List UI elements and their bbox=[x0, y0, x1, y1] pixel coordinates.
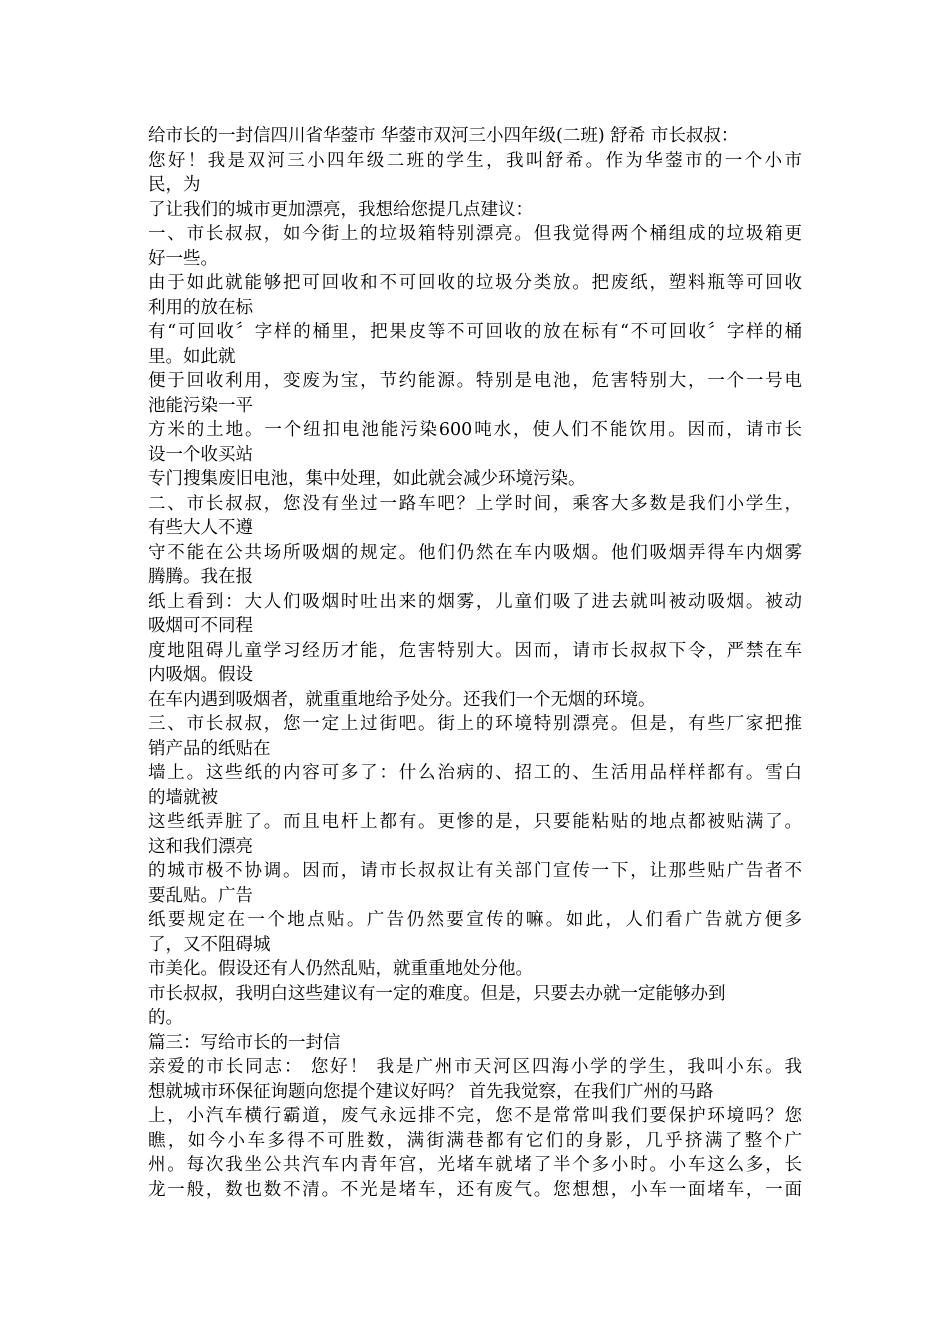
text-line: 市长叔叔，我明白这些建议有一定的难度。但是，只要去办就一定能够办到 bbox=[148, 983, 726, 1004]
text-line: 里。如此就 bbox=[148, 346, 236, 367]
text-line: 专门搜集废旧电池，集中处理，如此就会减少环境污染。 bbox=[148, 469, 586, 489]
text-line: 了，又不阻碍城 bbox=[148, 934, 271, 955]
text-line: 民，为 bbox=[148, 175, 201, 195]
text-line: 好一些。 bbox=[148, 248, 218, 269]
text-line: 有些大人不遵 bbox=[148, 518, 253, 538]
text-line: 销产品的纸贴在 bbox=[148, 738, 271, 759]
text-line: 内吸烟。假设 bbox=[148, 665, 253, 685]
text-line: 便于回收利用，变废为宝，节约能源。特别是电池，危害特别大，一个一号电 bbox=[148, 371, 802, 391]
text-line: 利用的放在标 bbox=[148, 297, 253, 318]
text-line: 由于如此就能够把可回收和不可回收的垃圾分类放。把废纸，塑料瓶等可回收 bbox=[148, 273, 802, 293]
document-body bbox=[148, 124, 802, 1202]
text-line: 纸上看到：大人们吸烟时吐出来的烟雾，儿童们吸了进去就叫被动吸烟。被动 bbox=[148, 591, 802, 612]
text-line: 这和我们漂亮 bbox=[148, 836, 253, 857]
text-line: 在车内遇到吸烟者，就重重地给予处分。还我们一个无烟的环境。 bbox=[148, 689, 656, 710]
text-line: 了让我们的城市更加漂亮，我想给您提几点建议： bbox=[148, 199, 533, 220]
text-line: 的。 bbox=[148, 1008, 183, 1028]
text-line: 市美化。假设还有人仍然乱贴，就重重地处分他。 bbox=[148, 959, 533, 979]
text-line: 龙一般，数也数不清。不光是堵车，还有废气。您想想，小车一面堵车，一面 bbox=[148, 1179, 802, 1200]
text-line: 池能污染一平 bbox=[148, 395, 253, 416]
text-line: 二、市长叔叔，您没有坐过一路车吧？上学时间，乘客大多数是我们小学生， bbox=[148, 493, 802, 514]
text-line: 这些纸弄脏了。而且电杆上都有。更惨的是，只要能粘贴的地点都被贴满了。 bbox=[148, 812, 802, 832]
text-line: 瞧，如今小车多得不可胜数，满街满巷都有它们的身影，几乎挤满了整个广 bbox=[148, 1130, 802, 1151]
text-line: 给市长的一封信四川省华蓥市 华蓥市双河三小四年级(二班) 舒希 市长叔叔： bbox=[148, 126, 739, 146]
text-line: 三、市长叔叔，您一定上过街吧。街上的环境特别漂亮。但是，有些厂家把推 bbox=[148, 714, 802, 734]
text-line: 方米的土地。一个纽扣电池能污染600吨水，使人们不能饮用。因而，请市长 bbox=[148, 420, 802, 440]
text-line: 亲爱的市长同志： 您好！ 我是广州市天河区四海小学的学生，我叫小东。我 bbox=[148, 1057, 802, 1077]
text-line: 想就城市环保征询题向您提个建议好吗？ 首先我觉察，在我们广州的马路 bbox=[148, 1081, 714, 1102]
text-line: 篇三：写给市长的一封信 bbox=[148, 1032, 341, 1053]
text-line: 上，小汽车横行霸道，废气永远排不完，您不是常常叫我们要保护环境吗？您 bbox=[148, 1106, 802, 1126]
text-line: 您好！我是双河三小四年级二班的学生，我叫舒希。作为华蓥市的一个小市 bbox=[148, 150, 802, 171]
text-line: 守不能在公共场所吸烟的规定。他们仍然在车内吸烟。他们吸烟弄得车内烟雾 bbox=[148, 542, 802, 563]
text-line: 墙上。这些纸的内容可多了：什么治病的、招工的、生活用品样样都有。雪白 bbox=[148, 763, 802, 783]
text-line: 州。每次我坐公共汽车内青年宫，光堵车就堵了半个多小时。小车这么多，长 bbox=[148, 1155, 802, 1175]
text-line: 要乱贴。广告 bbox=[148, 885, 253, 906]
text-line: 有“可回收〞字样的桶里，把果皮等不可回收的放在标有“不可回收〞字样的桶 bbox=[148, 322, 802, 342]
text-line: 的城市极不协调。因而，请市长叔叔让有关部门宣传一下，让那些贴广告者不 bbox=[148, 861, 802, 881]
text-line: 的墙就被 bbox=[148, 787, 218, 808]
text-line: 度地阻碍儿童学习经历才能，危害特别大。因而，请市长叔叔下令，严禁在车 bbox=[148, 640, 802, 661]
text-line: 设一个收买站 bbox=[148, 444, 253, 465]
text-line: 纸要规定在一个地点贴。广告仍然要宣传的嘛。如此，人们看广告就方便多 bbox=[148, 910, 802, 930]
text-line: 腾腾。我在报 bbox=[148, 567, 253, 587]
text-line: 吸烟可不同程 bbox=[148, 616, 253, 636]
text-line: 一、市长叔叔，如今街上的垃圾箱特别漂亮。但我觉得两个桶组成的垃圾箱更 bbox=[148, 224, 802, 244]
